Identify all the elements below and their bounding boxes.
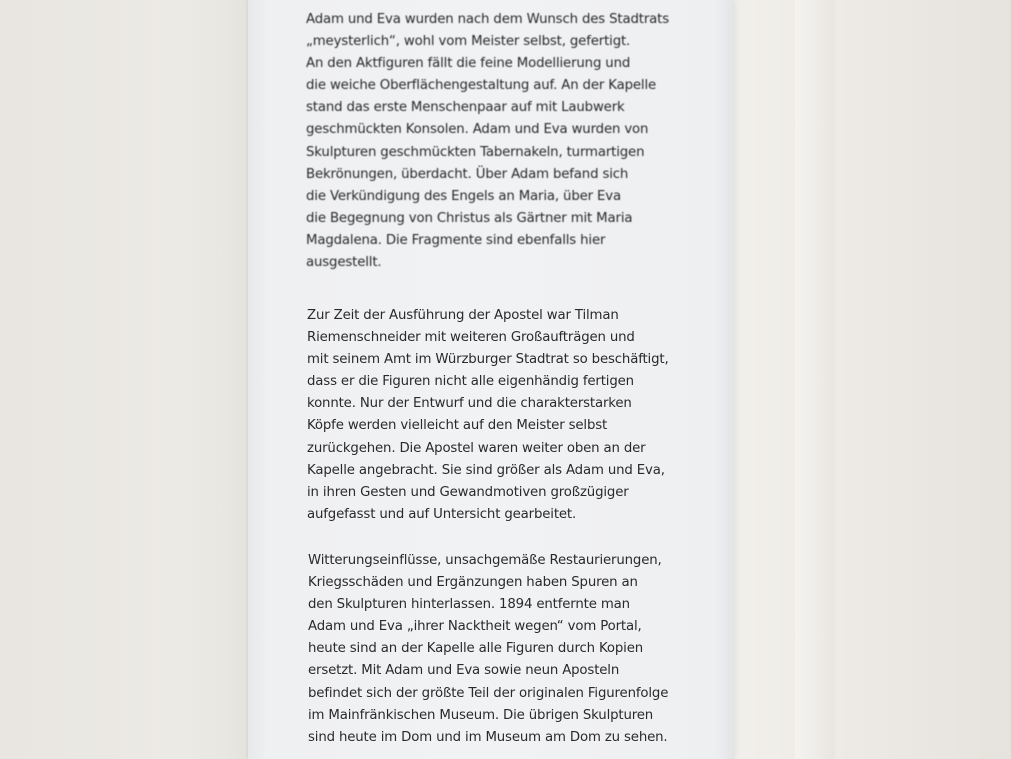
text-line: geschmückten Konsolen. Adam und Eva wurden von [306, 122, 649, 138]
text-line: befindet sich der größte Teil der originalen Figurenfolge [308, 685, 669, 701]
text-line: in ihren Gesten und Gewandmotiven großzügiger [307, 484, 629, 500]
text-line: die Verkündigung des Engels an Maria, über Eva [306, 188, 622, 204]
sign-paragraph-2 [307, 305, 687, 526]
text-line: Skulpturen geschmückten Tabernakeln, turmartigen [306, 144, 645, 160]
text-line: „meysterlich“, wohl vom Meister selbst, gefertigt. [306, 34, 631, 50]
text-line: konnte. Nur der Entwurf und die charakterstarken [307, 396, 632, 412]
text-line: im Mainfränkischen Museum. Die übrigen Skulpturen [308, 707, 654, 723]
text-line: sind heute im Dom und im Museum am Dom zu sehen. [308, 729, 668, 745]
text-line: die weiche Oberflächengestaltung auf. An der Kapelle [306, 78, 657, 94]
sign-paragraph-1 [306, 9, 686, 274]
text-line: Kriegsschäden und Ergänzungen haben Spuren an [308, 575, 638, 591]
text-line: aufgefasst und auf Untersicht gearbeitet. [307, 506, 577, 522]
text-line: Witterungseinflüsse, unsachgemäße Restaurierungen, [308, 553, 662, 568]
text-line: Kapelle angebracht. Sie sind größer als Adam und Eva, [307, 462, 665, 478]
text-line: mit seinem Amt im Würzburger Stadtrat so beschäftigt, [307, 352, 669, 368]
text-line: Bekrönungen, überdacht. Über Adam befand sich [306, 166, 629, 182]
text-line: ersetzt. Mit Adam und Eva sowie neun Aposteln [308, 663, 620, 679]
text-line: Riemenschneider mit weiteren Großaufträgen und [307, 330, 635, 346]
text-line: die Begegnung von Christus als Gärtner mit Maria [306, 210, 633, 226]
text-line: den Skulpturen hinterlassen. 1894 entfernte man [308, 597, 630, 613]
sign-paragraph-3 [308, 550, 688, 749]
wall-shadow [180, 0, 250, 759]
text-line: Magdalena. Die Fragmente sind ebenfalls hier [306, 232, 606, 248]
text-line: zurückgehen. Die Apostel waren weiter oben an der [307, 440, 646, 456]
text-line: Zur Zeit der Ausführung der Apostel war Tilman [307, 308, 619, 323]
text-line: Adam und Eva wurden nach dem Wunsch des Stadtrats [306, 12, 670, 27]
text-line: An den Aktfiguren fällt die feine Modellierung und [306, 56, 631, 72]
text-line: ausgestellt. [306, 255, 382, 271]
text-line: stand das erste Menschenpaar auf mit Laubwerk [306, 100, 625, 116]
text-line: Köpfe werden vielleicht auf den Meister selbst [307, 418, 608, 434]
text-line: Adam und Eva „ihrer Nacktheit wegen“ vom Portal, [308, 619, 642, 635]
wall-corner [795, 0, 835, 759]
text-line: heute sind an der Kapelle alle Figuren durch Kopien [308, 641, 644, 657]
text-line: dass er die Figuren nicht alle eigenhändig fertigen [307, 374, 634, 390]
